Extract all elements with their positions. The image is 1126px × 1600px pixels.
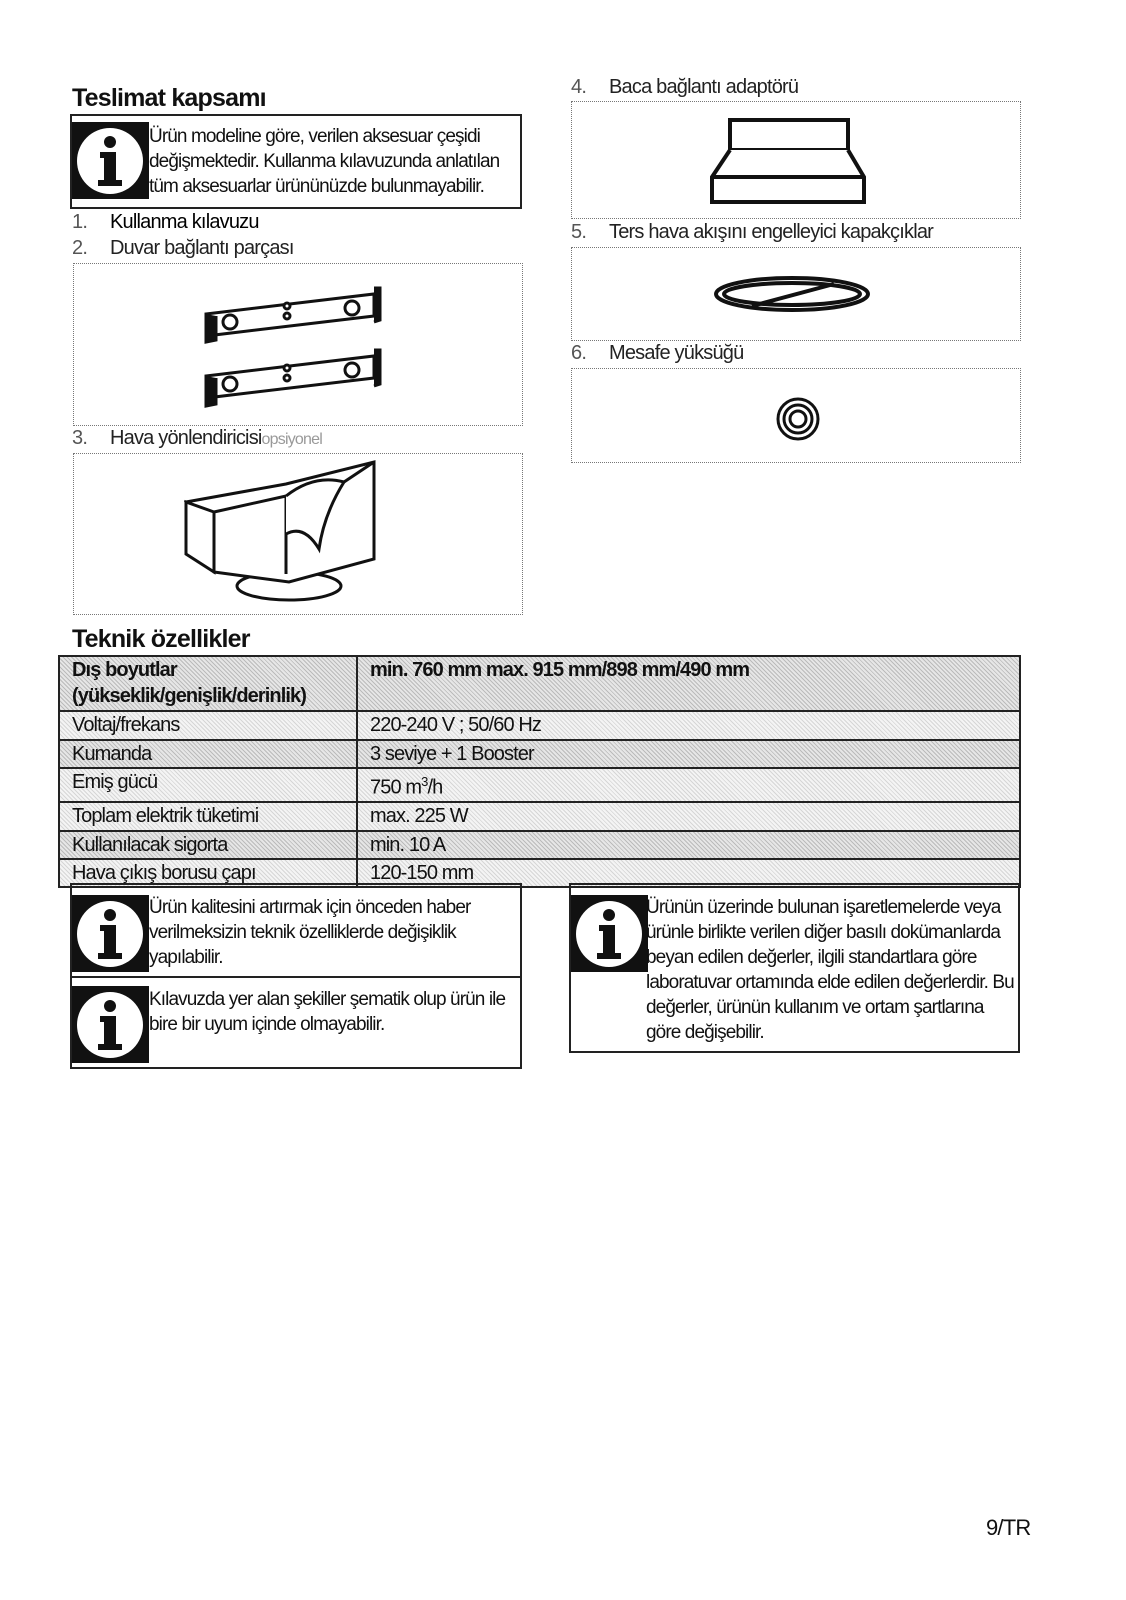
backdraft-flaps-figure — [571, 247, 1021, 341]
info-text: Ürün modeline göre, verilen aksesuar çeşidi değişmektedir. Kullanma kılavuzunda anlatılan tüm aksesuarlar ürününüzde bulunmayabilir. — [149, 126, 500, 197]
air-deflector-figure — [73, 453, 523, 615]
list-item: 6. Mesafe yüksüğü — [571, 342, 744, 364]
list-item: 4. Baca bağlantı adaptörü — [571, 76, 799, 98]
info-icon — [72, 986, 149, 1063]
table-row: Kumanda 3 seviye + 1 Booster — [59, 740, 1020, 768]
info-text: Ürün kalitesini artırmak için önceden haber verilmeksizin teknik özelliklerde değişiklik yapılabilir. — [149, 897, 471, 968]
chimney-adapter-figure — [571, 101, 1021, 219]
info-box-right — [569, 883, 1020, 1053]
spacer-drawing — [572, 369, 1020, 462]
wall-bracket-figure — [73, 263, 523, 426]
info-icon — [72, 122, 149, 199]
page-number: 9/TR — [986, 1515, 1031, 1540]
list-item: 3. Hava yönlendiricisiopsiyonel — [72, 427, 322, 449]
info-text: Ürünün üzerinde bulunan işaretlemelerde veya ürünle birlikte verilen diğer basılı dokümanlarda beyan edilen değerler, ilgili standartlara göre laboratuvar ortamında elde edilen değerlerdir. Bu değerler, ürünün kullanım ve ortam şartlarına göre değişebilir. — [646, 897, 1014, 1043]
specs-table — [58, 655, 1021, 888]
list-item: 1. Kullanma kılavuzu — [72, 211, 259, 233]
info-icon — [571, 895, 648, 972]
info-text: Kılavuzda yer alan şekiller şematik olup ürün ile bire bir uyum içinde olmayabilir. — [149, 989, 506, 1035]
info-box-left — [70, 883, 522, 1069]
backdraft-flaps-drawing — [572, 248, 1020, 340]
chimney-adapter-drawing — [572, 102, 1020, 218]
info-box — [70, 114, 522, 209]
list-item: 2. Duvar bağlantı parçası — [72, 237, 294, 259]
table-row: Dış boyutlar (yükseklik/genişlik/derinlik) min. 760 mm max. 915 mm/898 mm/490 mm — [59, 656, 1020, 711]
spacer-figure — [571, 368, 1021, 463]
table-row: Voltaj/frekans 220-240 V ; 50/60 Hz — [59, 711, 1020, 740]
list-item: 5. Ters hava akışını engelleyici kapakçıklar — [571, 221, 934, 243]
air-deflector-drawing — [74, 454, 522, 614]
divider — [72, 976, 520, 978]
wall-bracket-drawing — [74, 264, 522, 425]
table-row: Hava çıkış borusu çapı 120-150 mm — [59, 859, 1020, 887]
table-row: Toplam elektrik tüketimi max. 225 W — [59, 802, 1020, 831]
table-row: Emiş gücü 750 $m^3/h$ — [59, 768, 1020, 802]
info-icon — [72, 895, 149, 972]
section-title-specs: Teknik özellikler — [72, 625, 250, 653]
table-row: Kullanılacak sigorta min. 10 A — [59, 831, 1020, 859]
section-title-delivery: Teslimat kapsamı — [72, 84, 266, 112]
